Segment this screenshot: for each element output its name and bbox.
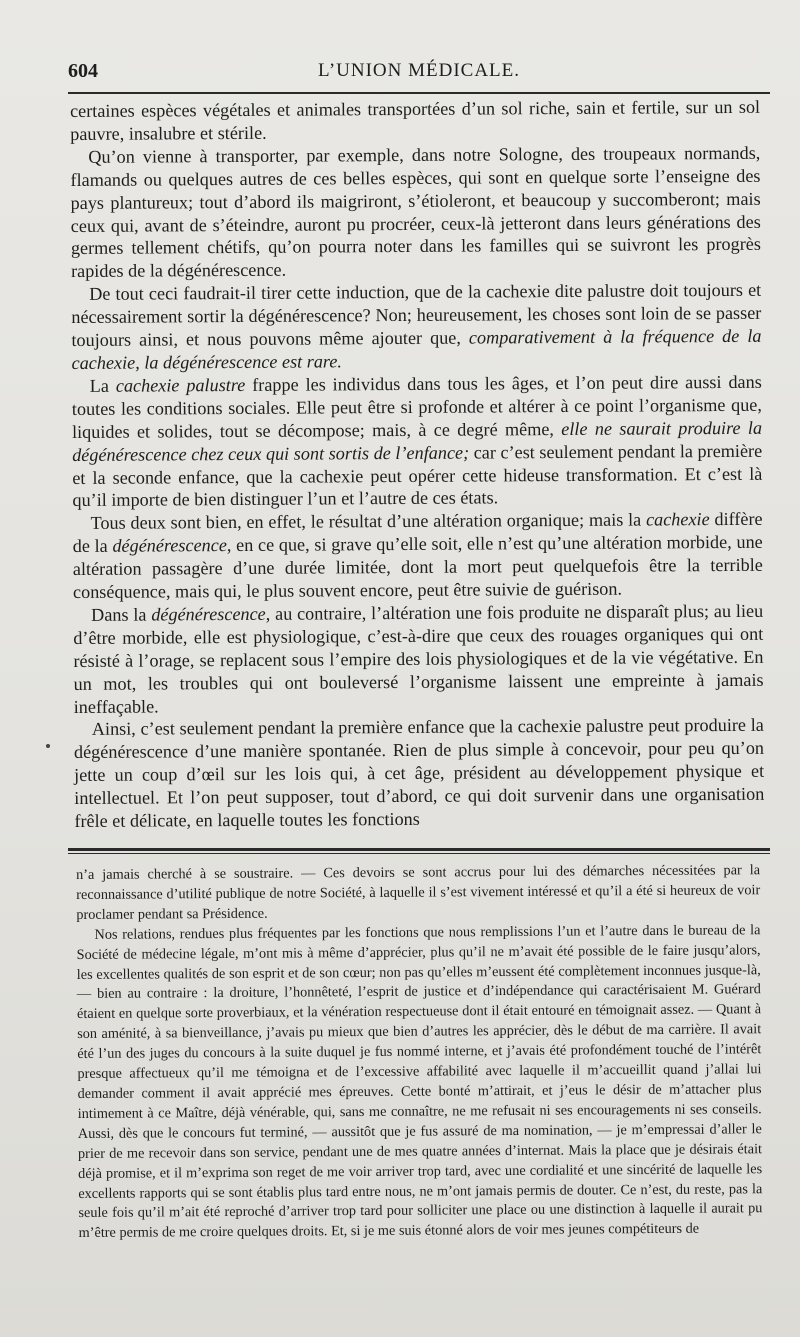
text-run: Tous deux sont bien, en effet, le résultat d’une altération organique; mais la <box>90 509 647 534</box>
text-run: Qu’on vienne à transporter, par exemple, dans notre Sologne, des troupeaux normands, flamands ou quelques autres de ces belles espèces, qui sont en quelque sorte l’enseigne des pays plantureux; tout d’abord ils maigriront, s’étioleront, et beaucoup y succomberont; mais ceux qui, avant de s’éteindre, auront pu procréer, ceux-là jetteront dans leurs générations des germes tellement chétifs, qu’on pourra noter dans les familles qui se suivront les progrès rapides de la dégénérescence. <box>70 142 761 282</box>
text-run: n’a jamais cherché à se soustraire. — Ces devoirs se sont accrus pour lui des démarches nécessitées par la reconnaissance d’utilité publique de notre Société, à laquelle il s’est vivement intéressé et qu’il a été si heureux de voir proclamer pendant sa Présidence. <box>76 862 761 923</box>
section-divider-rule-thin <box>68 853 770 854</box>
text-run: Dans la <box>91 604 152 625</box>
body-paragraph <box>70 96 760 146</box>
italic-phrase: elle ne saurait produire la dégénérescence chez ceux qui sont sortis de l’enfance; <box>72 417 763 465</box>
body-paragraph <box>70 142 761 284</box>
body-paragraph <box>71 279 762 375</box>
text-run: La <box>89 375 116 396</box>
text-run: , au contraire, l’altération une fois produite ne disparaît plus; au lieu d’être morbide, elle est physiologique, c’est-à-dire que ceux des rouages organiques qui ont résisté à l’orage, se replacent sous l’empire des lois physiologiques et de la vie végétative. En un mot, les troubles qui ont bouleversé l’organisme laissent une empreinte à jamais ineffaçable. <box>73 600 764 717</box>
margin-dot <box>46 744 50 748</box>
body-paragraph <box>73 600 764 719</box>
main-text-column <box>70 96 764 833</box>
italic-phrase: dégénérescence <box>151 603 266 625</box>
italic-phrase: comparativement à la fréquence de la cachexie, la dégénérescence est rare. <box>71 325 762 373</box>
body-paragraph <box>73 508 764 604</box>
body-paragraph <box>74 714 765 833</box>
italic-phrase: cachexie <box>645 509 710 530</box>
body-paragraph <box>72 371 763 513</box>
text-run: certaines espèces végétales et animales transportées d’un sol riche, sain et fertile, sur un sol pauvre, insalubre et stérile. <box>70 96 761 144</box>
text-run: car c’est seulement pendant la première et la seconde enfance, que la cachexie peut opérer cette hideuse transformation. Et c’est là qu’il importe de bien distinguer l’un et l’autre de ces états. <box>72 440 763 511</box>
text-run: , en ce que, si grave qu’elle soit, elle n’est qu’une altération morbide, une altération passagère d’une durée limitée, dont la mort peut quelquefois être la terrible conséquence, mais qui, le plus souvent encore, peut être suivie de guérison. <box>72 531 763 603</box>
page-number: 604 <box>68 60 98 82</box>
feuilleton-text-column <box>76 861 763 1244</box>
feuilleton-paragraph <box>76 921 762 1244</box>
text-run: Ainsi, c’est seulement pendant la première enfance que la cachexie palustre peut produire la dégénérescence d’une manière spontanée. Rien de plus simple à concevoir, pour peu qu’on jette un coup d’œil sur les lois qui, à cet âge, président au développement physique et intellectuel. Et l’on peut supposer, tout d’abord, ce qui doit survenir dans une organisation frêle et délicate, en laquelle toutes les fonctions <box>73 715 765 832</box>
running-head: L’UNION MÉDICALE. <box>317 60 521 81</box>
text-run: diffère de la <box>72 509 763 557</box>
header-rule <box>68 92 770 94</box>
section-divider-rule <box>68 848 770 851</box>
italic-phrase: dégénérescence <box>112 535 227 556</box>
text-run: Nos relations, rendues plus fréquentes par les fonctions que nous remplissions l’un et l’autre dans le bureau de la Société de médecine légale, m’ont mis à même d’apprécier, plus qu’il ne m’avait été possible de le faire jusqu’alors, les excellentes qualités de son esprit et de son cœur; non pas qu’elles m’eussent été complètement inconnues jusque-là, — bien au contraire : la droiture, l’honnêteté, l’esprit de justice et d’indépendance qui caractérisaient M. Guérard étaient en quelque sorte proverbiaux, et la vénération respectueuse dont il était entouré en témoignait assez. — Quant à son aménité, à sa bienveillance, j’avais pu mieux que bien d’autres les apprécier, dès le début de ma carrière. Il avait été l’un des juges du concours à la suite duquel je fus nommé interne, et j’avais été profondément touché de l’intérêt presque affectueux qu’il me témoigna et de l’excessive affabilité avec laquelle il m’accueillit quand j’allai lui demander comment il avait apprécié mes épreuves. Cette bonté m’attirait, et j’eus le désir de m’attacher plus intimement à ce Maître, déjà vénérable, qui, sans me connaître, ne me refusait ni ses encouragements ni ses conseils. Aussi, dès que le concours fut terminé, — aussitôt que je fus assuré de ma nomination, — je m’empressai d’aller le prier de me recevoir dans son service, pendant une de mes quatre années d’internat. Mais la place que je désirais était déjà promise, et il m’exprima son reget de me voir arriver trop tard, avec une cordialité et une sincérité de laquelle les excellents rapports qui se sont établis plus tard entre nous, ne m’ont jamais permis de douter. Ce n’est, du reste, pas la seule fois qu’il m’ait été reproché d’arriver trop tard pour solliciter une place ou une distinction à laquelle il aurait pu m’être permis de me croire quelques droits. Et, si je me suis étonné alors de voir mes jeunes compétiteurs de <box>76 921 763 1242</box>
feuilleton-paragraph <box>76 861 760 925</box>
italic-phrase: cachexie palustre <box>115 374 246 396</box>
text-run: frappe les individus dans tous les âges, et l’on peut dire aussi dans toutes les conditions sociales. Elle peut être si profonde et altérer à ce point l’organisme que, liquides et solides, tout se décompose; mais, à ce degré même, <box>71 371 762 442</box>
text-run: De tout ceci faudrait-il tirer cette induction, que de la cachexie dite palustre doit toujours et nécessairement sortir la dégénérescence? Non; heureusement, les choses sont loin de se passer toujours ainsi, et nous pouvons même ajouter que, <box>71 280 762 351</box>
page-header <box>68 56 770 86</box>
